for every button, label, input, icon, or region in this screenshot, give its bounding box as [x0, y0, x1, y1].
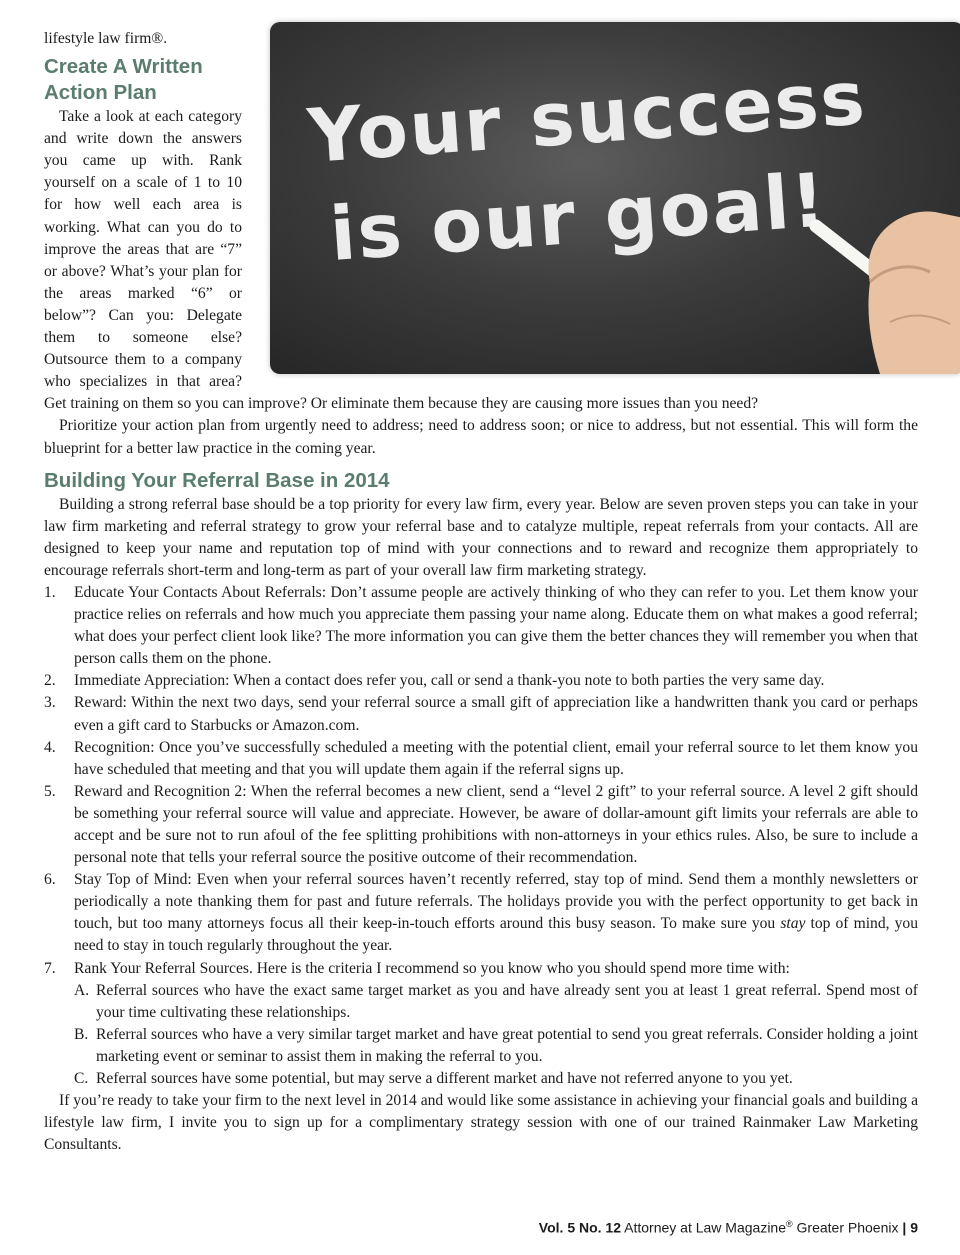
list-text-emphasis: stay [780, 915, 806, 933]
list-number: 1. [44, 583, 56, 601]
list-number: 5. [44, 782, 56, 800]
section-heading-referral-base: Building Your Referral Base in 2014 [44, 468, 390, 492]
list-item [44, 869, 918, 957]
magazine-region: Greater Phoenix [796, 1219, 899, 1236]
list-item [44, 958, 918, 1091]
list-text: Recognition: Once you’ve successfully scheduled a meeting with the potential client, email your referral source to let them know you have scheduled that meeting and that you will update them again if the referral signs up. [74, 738, 918, 778]
referral-steps-list [44, 582, 918, 1090]
list-text: Immediate Appreciation: When a contact does refer you, call or send a thank-you note to both parties the very same day. [74, 672, 825, 690]
footer-separator: | [902, 1219, 907, 1236]
list-text: Reward: Within the next two days, send your referral source a small gift of appreciation like a handwritten thank you card or perhaps even a gift card to Starbucks or Amazon.com. [74, 694, 918, 734]
list-item [44, 670, 918, 692]
registered-mark: ® [786, 1219, 793, 1229]
sub-list-text: Referral sources have some potential, but may serve a different market and have not referred anyone to you yet. [96, 1070, 793, 1088]
list-number: 6. [44, 871, 56, 889]
page-footer [539, 1219, 918, 1236]
list-number: 3. [44, 694, 56, 712]
continued-text: lifestyle law firm®. [44, 30, 168, 47]
list-number: 7. [44, 959, 56, 977]
chalkboard-image [270, 22, 960, 374]
chalk-line-1: Your success [305, 55, 870, 181]
sub-list-text: Referral sources who have a very similar target market and have great potential to send you great referrals. Consider holding a joint marketing event or seminar to assist them in making the referral to you. [96, 1025, 918, 1065]
chalk-line-2: is our goal! [327, 157, 830, 279]
magazine-name: Attorney at Law Magazine [624, 1219, 787, 1236]
sub-list-item [74, 980, 918, 1024]
sub-list-letter: B. [74, 1025, 89, 1043]
sub-list-item [74, 1068, 918, 1090]
paragraph: If you’re ready to take your firm to the next level in 2014 and would like some assistance in achieving your financial goals and building a lifestyle law firm, I invite you to sign up for a complimentary strategy session with one of our trained Rainmaker Law Marketing Consultants. [44, 1092, 918, 1154]
list-text: top of mind, you need to stay in touch regularly throughout the year. [74, 915, 918, 955]
list-item [44, 582, 918, 670]
list-item [44, 692, 918, 736]
paragraph: Take a look at each category and write down the answers you came up with. Rank yourself on a scale of 1 to 10 for how well each area is working. What can you do to improve the areas that are “7” or above? What’s your plan for the areas marked “6” or below”? Can you: Delegate them to someone else? Outsource them to a company who specializes in that area? Get training on them so you can improve? Or eliminate them because they are causing more issues than you need? [44, 108, 759, 413]
sub-list-item [74, 1024, 918, 1068]
article [44, 28, 918, 1156]
sub-list-text: Referral sources who have the exact same target market as you and have already sent you at least 1 great referral. Spend most of your time cultivating these relationships. [96, 981, 918, 1021]
sub-list-letter: C. [74, 1070, 89, 1088]
list-item [44, 737, 918, 781]
list-text: Educate Your Contacts About Referrals: Don’t assume people are actively thinking of who they can refer to you. Let them know your practice relies on referrals and how much you appreciate them passing your name along. Educate them on what makes a good referral; what does your perfect client look like? The more information you can give them the better chances they will remember you when that person calls them on the phone. [74, 583, 918, 668]
hand-with-chalk [807, 212, 960, 375]
list-text: Stay Top of Mind: Even when your referral sources haven’t recently referred, stay top of mind. Send them a monthly newsletters or periodically a note thanking them for past and future referrals. The holidays provide you with the perfect opportunity to get back in touch, but too many attorneys focus all their keep-in-touch efforts around this busy season. To make sure you [74, 871, 918, 933]
list-text: Rank Your Referral Sources. Here is the criteria I recommend so you know who you should spend more time with: [74, 959, 790, 977]
paragraph: Building a strong referral base should be a top priority for every law firm, every year. Below are seven proven steps you can take in your law firm marketing and referral strategy to grow your referral base and to catalyze multiple, repeat referrals from your contacts. All are designed to keep your name and reputation top of mind with your connections and to reward and recognize them appropriately to encourage referrals short-term and long-term as part of your overall law firm marketing strategy. [44, 495, 918, 579]
paragraph: Prioritize your action plan from urgently need to address; need to address soon; or nice to address, but not essential. This will form the blueprint for a better law practice in the coming year. [44, 417, 918, 457]
list-number: 4. [44, 738, 56, 756]
section-heading-action-plan: Create A Written Action Plan [44, 55, 203, 105]
list-number: 2. [44, 672, 56, 690]
ranking-criteria-list [74, 980, 918, 1090]
list-text: Reward and Recognition 2: When the referral becomes a new client, send a “level 2 gift” to your referral source. A level 2 gift should be something your referral source will value and appreciate. However, be aware of dollar-amount gift limits your referrals are able to accept and be sure not to run afoul of the fee splitting prohibitions with non-attorneys in your ethics rules. Also, be sure to include a personal note that tells your referral source the positive outcome of their recommendation. [74, 782, 918, 867]
sub-list-letter: A. [74, 981, 90, 999]
list-item [44, 781, 918, 869]
page-number: 9 [910, 1219, 918, 1236]
issue-number: Vol. 5 No. 12 [538, 1219, 622, 1236]
